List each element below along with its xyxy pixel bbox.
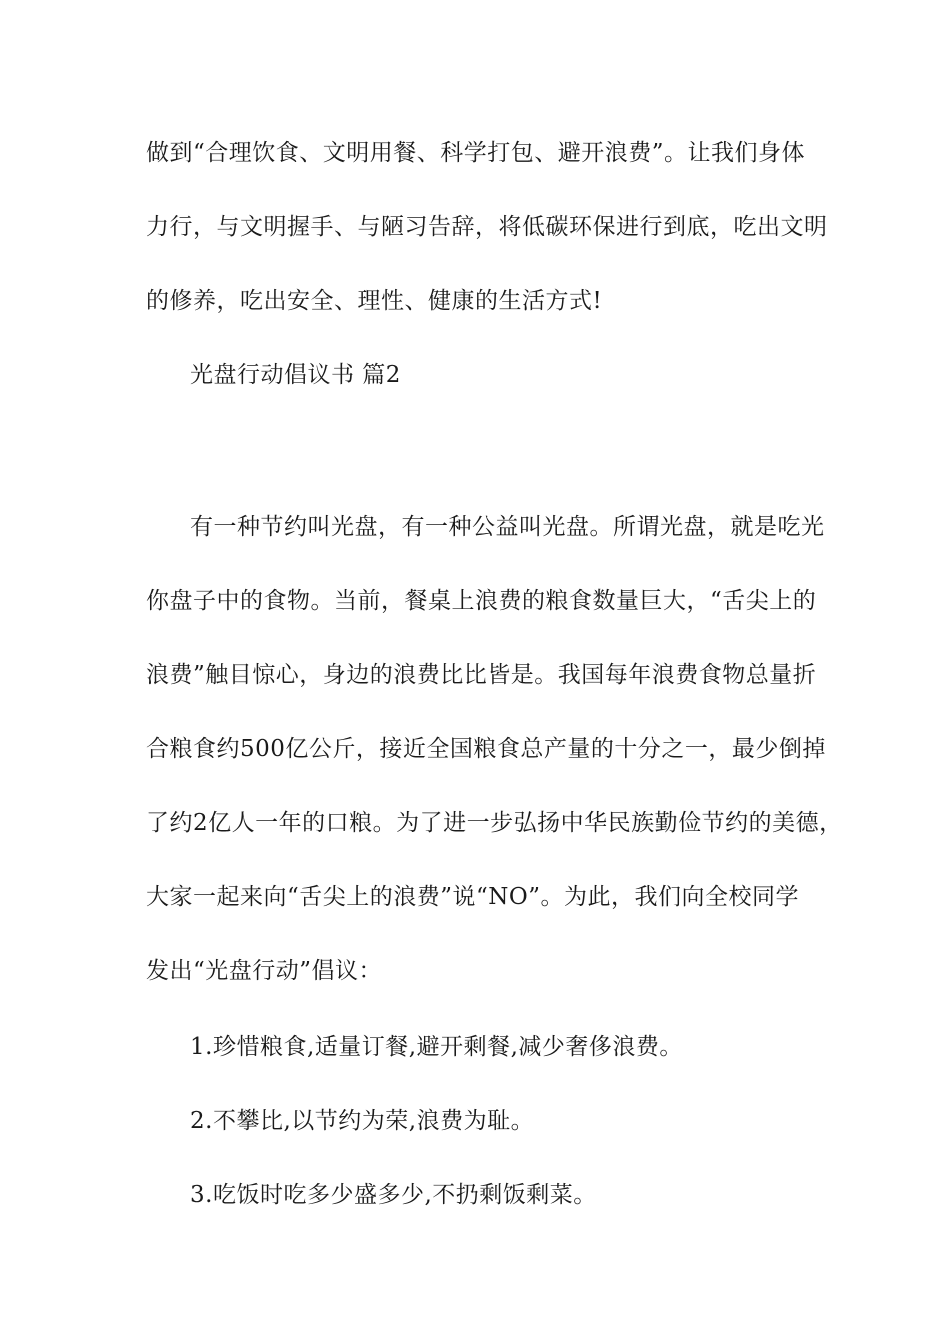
paragraph-line: 有一种节约叫光盘，有一种公益叫光盘。所谓光盘，就是吃光	[190, 514, 825, 540]
list-item: 2.不攀比,以节约为荣,浪费为耻。	[190, 1108, 535, 1134]
list-item: 3.吃饭时吃多少盛多少,不扔剩饭剩菜。	[190, 1182, 597, 1208]
paragraph-line: 大家一起来向“舌尖上的浪费”说“NO”。为此，我们向全校同学	[146, 884, 800, 910]
paragraph-line: 的修养，吃出安全、理性、健康的生活方式!	[146, 288, 603, 314]
section-heading: 光盘行动倡议书 篇2	[190, 362, 401, 388]
paragraph-line: 合粮食约500亿公斤，接近全国粮食总产量的十分之一，最少倒掉	[146, 736, 826, 762]
paragraph-line: 你盘子中的食物。当前，餐桌上浪费的粮食数量巨大，“舌尖上的	[146, 588, 817, 614]
paragraph-line: 浪费”触目惊心，身边的浪费比比皆是。我国每年浪费食物总量折	[146, 662, 817, 688]
paragraph-line: 做到“合理饮食、文明用餐、科学打包、避开浪费”。让我们身体	[146, 140, 806, 166]
paragraph-line: 发出“光盘行动”倡议：	[146, 958, 383, 984]
paragraph-line: 力行，与文明握手、与陋习告辞，将低碳环保进行到底，吃出文明	[146, 214, 828, 240]
list-item: 1.珍惜粮食,适量订餐,避开剩餐,减少奢侈浪费。	[190, 1034, 683, 1060]
paragraph-line: 了约2亿人一年的口粮。为了进一步弘扬中华民族勤俭节约的美德，	[146, 810, 843, 836]
